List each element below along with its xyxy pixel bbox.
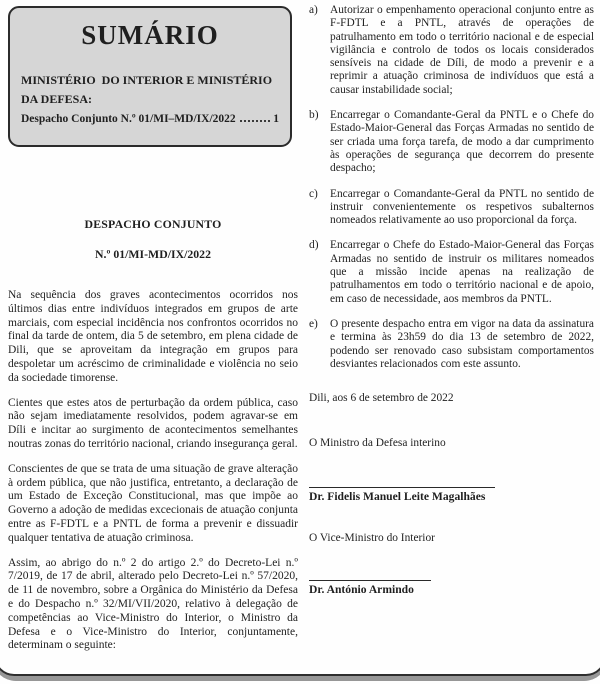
list-item-c (309, 188, 594, 228)
signature-role-vice-minister-interior: O Vice-Ministro do Interior (309, 532, 435, 545)
list-item-letter: e) (309, 317, 318, 330)
despacho-heading: DESPACHO CONJUNTO (84, 217, 222, 231)
toc-page-number: 1 (273, 113, 279, 125)
list-item-d (309, 239, 594, 305)
signature-line (309, 487, 495, 488)
signature-name-defense-minister: Dr. Fidelis Manuel Leite Magalhães (309, 490, 486, 504)
despacho-number-heading: N.º 01/MI-MD/IX/2022 (95, 247, 211, 261)
list-item-text: Encarregar o Comandante-Geral da PNTL no sentido de instruir convenientemente os respetivos subalternos nomeados relativamente ao uso proporcional da força. (330, 187, 594, 227)
right-column (309, 4, 594, 596)
toc-entry-row (21, 113, 279, 125)
paragraph-3: Conscientes de que se trata de uma situação de grave alteração à ordem pública, que não justifica, entretanto, a declaração de um Estado de Exceção Constitucional, mas que impõe ao Governo a adoção de medidas excecionais de atuação conjunta entre as F-FDTL e a PNTL de forma a prevenir e dissuadir qualquer tentativa de atuação criminosa. (8, 462, 298, 544)
signature-line (309, 580, 431, 581)
paragraph-4: Assim, ao abrigo do n.º 2 do artigo 2.º do Decreto-Lei n.º 7/2019, de 17 de abril, alterado pelo Decreto-Lei n.º 57/2020, de 11 de novembro, sobre a Orgânica do Ministério da Defesa e do Despacho n.º 32/MI/VII/2020, relativo à delegação de competências ao Vice-Ministro do Interior, o Ministro da Defesa e o Vice-Ministro do Interior, conjuntamente, determinam o seguinte: (8, 556, 298, 652)
toc-entry-label: Despacho Conjunto N.º 01/MI–MD/IX/2022 (21, 113, 236, 125)
list-item-a (309, 4, 594, 97)
list-item-b (309, 109, 594, 175)
list-item-letter: d) (309, 239, 319, 252)
summary-box (8, 6, 292, 147)
toc-dot-leader (240, 120, 271, 122)
signature-role-defense-minister: O Ministro da Defesa interino (309, 437, 446, 450)
signature-name-vice-minister-interior: Dr. António Armindo (309, 583, 414, 597)
list-item-text: Encarregar o Comandante-Geral da PNTL e o Chefe do Estado-Maior-General das Forças Armadas no sentido de ser criada uma força tarefa, de modo a dar cumprimento às operações de segurança que decorrem do presente despacho; (330, 109, 594, 175)
paragraph-2: Cientes que estes atos de perturbação da ordem pública, caso não sejam imediatamente resolvidos, podem agravar-se em Díli e incitar ao surgimento de acontecimentos semelhantes noutras zonas do território nacional, criando insegurança geral. (8, 396, 298, 450)
list-item-text: Autorizar o empenhamento operacional conjunto entre as F-FDTL e a PNTL, através de operações de patrulhamento em todo o território nacional e de especial vigilância e controlo de todos os locais considerados sensíveis na cidade de Díli, de modo a prevenir e a reprimir a atuação criminosa de indivíduos que está a causar instabilidade social; (330, 4, 594, 96)
list-item-e (309, 318, 594, 371)
summary-ministry-heading: MINISTÉRIO DO INTERIOR E MINISTÉRIO DA DEFESA: (21, 73, 276, 106)
list-item-text: Encarregar o Chefe do Estado-Maior-General das Forças Armadas no sentido de instruir os militares nomeados que a missão incide apenas na realização de patrulhamentos em todo o território nacional e de apoio, em caso de necessidade, aos membros da PNTL. (330, 239, 594, 305)
page-bottom-border (0, 652, 600, 676)
list-item-letter: b) (309, 109, 319, 122)
left-column (8, 6, 298, 653)
list-item-text: O presente despacho entra em vigor na data da assinatura e termina às 23h59 do dia 13 de setembro de 2022, podendo ser renovado caso subsistam comportamentos desviantes relacionados com este assunto. (330, 317, 594, 370)
list-item-letter: c) (309, 187, 318, 200)
dateline: Dili, aos 6 de setembro de 2022 (309, 392, 454, 405)
paragraph-1: Na sequência dos graves acontecimentos ocorridos nos últimos dias entre indivíduos integrados em grupos de arte marciais, com especial incidência nos confrontos ocorridos no final da tarde de ontem, dia 5 de setembro, em plena cidade de Dili, que se aproveitam da integração em grupos para despoletar um acréscimo de criminalidade e violência no seio da sociedade timorense. (8, 289, 298, 384)
list-item-letter: a) (309, 4, 318, 16)
summary-title: SUMÁRIO (81, 20, 219, 50)
